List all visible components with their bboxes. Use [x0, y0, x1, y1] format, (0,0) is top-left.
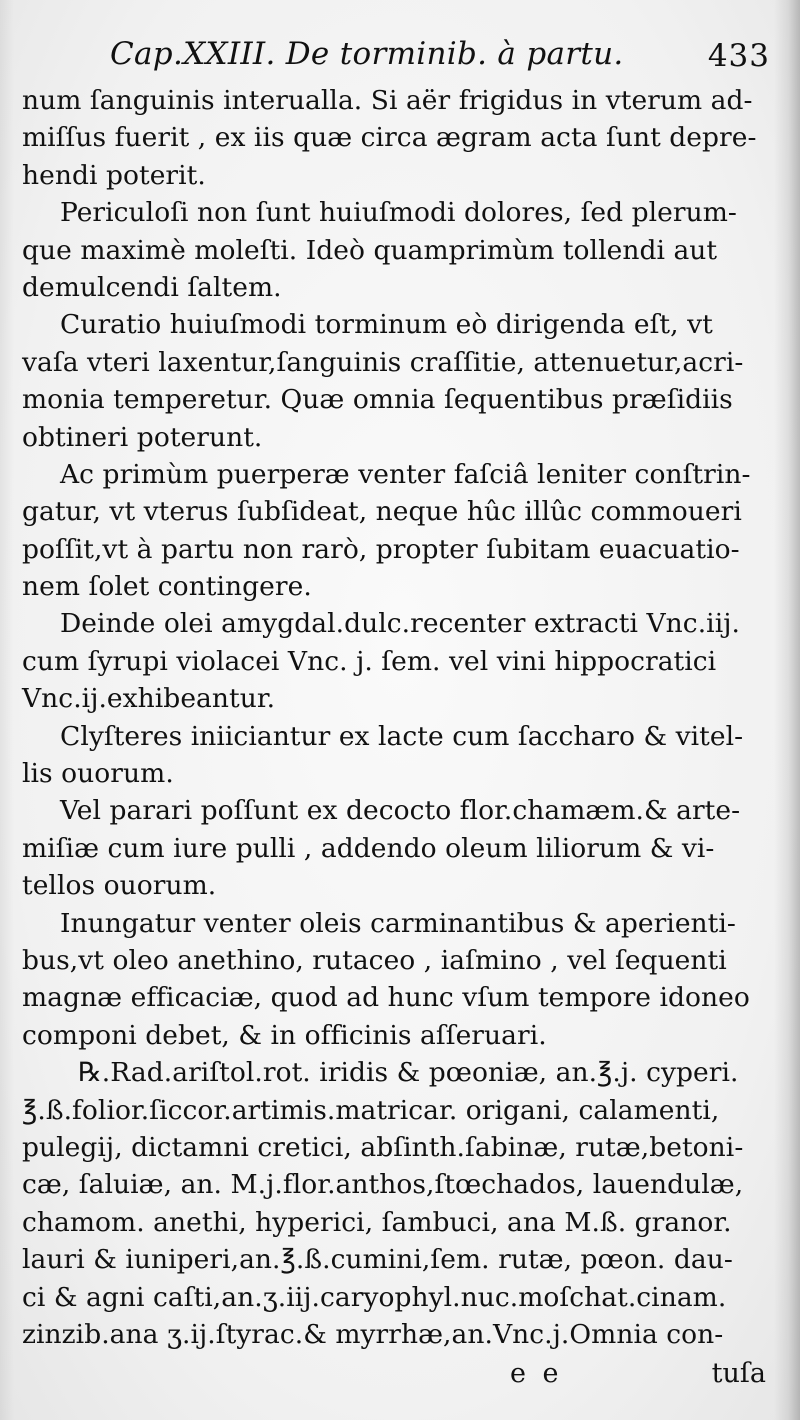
text-line: pulegij, dictamni cretici, abſinth.ſabinæ, rutæ,betoni-: [22, 1131, 744, 1163]
text-line: chamom. anethi, hyperici, ſambuci, ana M.ß. granor.: [22, 1206, 732, 1238]
text-line: hendi poterit.: [22, 159, 206, 191]
text-line: Periculoſi non ſunt huiuſmodi dolores, ſed plerum-: [60, 197, 737, 229]
text-line: bus,vt oleo anethino, rutaceo , iaſmino , vel ſequenti: [22, 944, 727, 976]
page-edge-shadow: [0, 0, 14, 1420]
text-line: ℞.Rad.ariſtol.rot. iridis & pœoniæ, an.℥.j. cyperi.: [78, 1057, 739, 1089]
text-line: lis ouorum.: [22, 758, 174, 790]
text-line: tellos ouorum.: [22, 870, 217, 902]
page-number: 433: [707, 38, 770, 74]
text-line: miſſus fuerit , ex iis quæ circa ægram acta ſunt depre-: [22, 122, 757, 154]
text-line: Vnc.ij.exhibeantur.: [22, 683, 276, 715]
text-line: lauri & iuniperi,an.℥.ß.cumini,ſem. rutæ, pœon. dau-: [22, 1244, 733, 1276]
page-header: [100, 36, 770, 82]
text-line: num ſanguinis interualla. Si aër frigidus in vterum ad-: [22, 85, 753, 116]
text-line: magnæ efficaciæ, quod ad hunc vſum tempore idoneo: [22, 982, 750, 1014]
gutter-shadow: [774, 0, 800, 1420]
text-line: que maximè moleſti. Ideò quamprimùm tollendi aut: [22, 234, 718, 266]
text-line: monia temperetur. Quæ omnia ſequentibus præſidiis: [22, 384, 733, 416]
text-line: vaſa vteri laxentur,ſanguinis craſſitie, attenuetur,acri-: [22, 346, 744, 378]
text-line: ci & agni caſti,an.ʒ.iij.caryophyl.nuc.moſchat.cinam.: [22, 1281, 727, 1313]
text-line: demulcendi ſaltem.: [22, 271, 282, 303]
body-text: [22, 82, 766, 1353]
text-line: obtineri poterunt.: [22, 421, 263, 453]
text-line: Vel parari poſſunt ex decocto flor.chamæm.& arte-: [60, 795, 741, 827]
text-line: miſiæ cum iure pulli , addendo oleum liliorum & vi-: [22, 832, 715, 864]
text-line: ℥.ß.folior.ſiccor.artimis.matricar. origani, calamenti,: [22, 1094, 720, 1126]
text-line: nem ſolet contingere.: [22, 571, 312, 603]
signature-mark: e e: [510, 1358, 563, 1389]
text-line: Inungatur venter oleis carminantibus & aperienti-: [60, 907, 736, 939]
text-line: cæ, ſaluiæ, an. M.j.flor.anthos,ſtœchados, lauendulæ,: [22, 1169, 744, 1201]
text-line: zinzib.ana ʒ.ij.ſtyrac.& myrrhæ,an.Vnc.j.Omnia con-: [22, 1318, 724, 1350]
text-line: componi debet, & in officinis aſſeruari.: [22, 1019, 547, 1051]
text-line: Ac primùm puerperæ venter faſciâ leniter conſtrin-: [60, 458, 751, 490]
text-line: Clyſteres iniiciantur ex lacte cum ſaccharo & vitel-: [60, 720, 744, 752]
text-line: Curatio huiuſmodi torminum eò dirigenda eſt, vt: [60, 309, 713, 341]
page-footer: [22, 1358, 766, 1394]
running-title: Cap.XXIII. De torminib. à partu.: [110, 36, 624, 72]
text-line: poſſit,vt à partu non rarò, propter ſubitam euacuatio-: [22, 533, 740, 565]
text-line: gatur, vt vterus ſubſideat, neque hûc illûc commoueri: [22, 496, 742, 528]
text-line: Deinde olei amygdal.dulc.recenter extracti Vnc.iij.: [60, 608, 740, 640]
text-line: cum ſyrupi violacei Vnc. j. ſem. vel vini hippocratici: [22, 645, 717, 677]
catchword: tuſa: [711, 1358, 766, 1389]
